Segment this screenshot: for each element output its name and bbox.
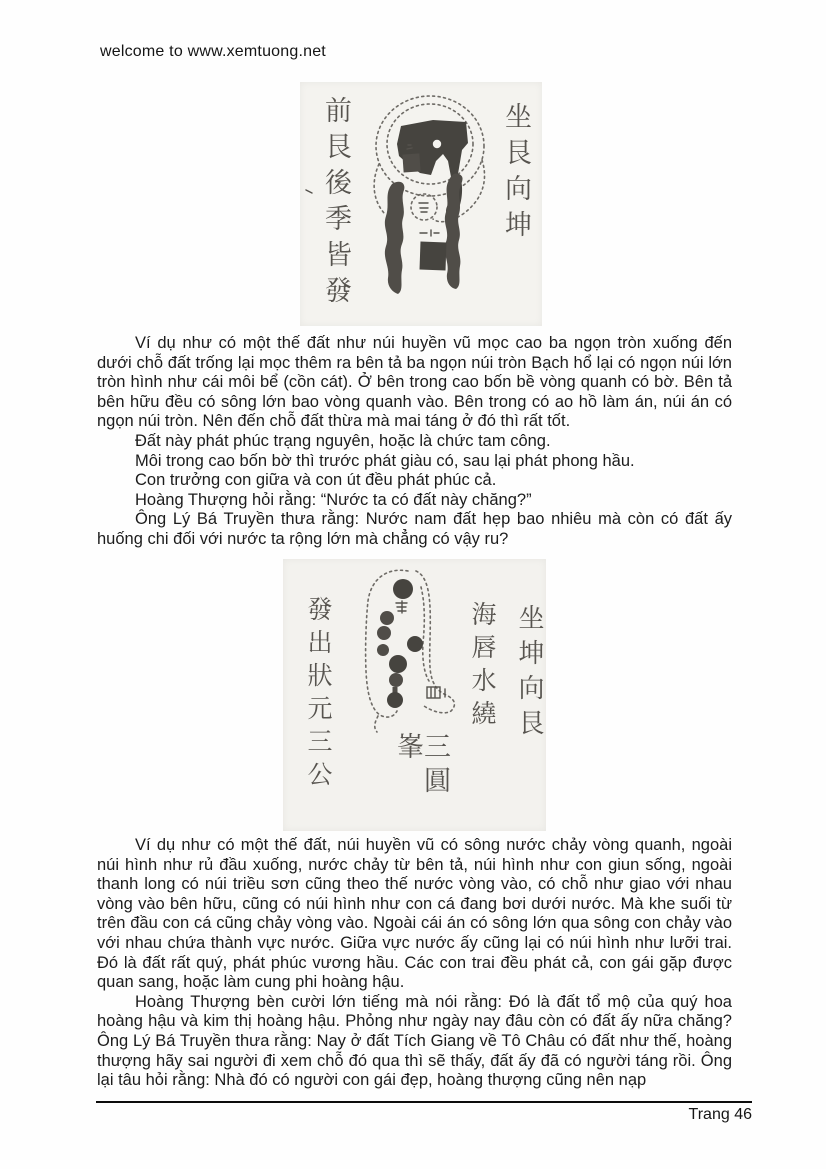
figure2-left-caption: 發出狀元三公 xyxy=(304,596,333,794)
body-paragraph: Hoàng Thượng hỏi rằng: “Nước ta có đất này chăng?” xyxy=(135,490,532,509)
figure2-bottom-caption: 三圓峯 xyxy=(392,732,450,800)
body-paragraph: Hoàng Thượng bèn cười lớn tiếng mà nói rằng: Đó là đất tổ mộ của quý hoa hoàng hậu và kim thị hoàng hậu. Phỏng như ngày nay đâu còn có đất ấy nữa chăng? Ông Lý Bá Truyền thưa rằng: Nay ở đất Tích Giang về Tô Châu có đất như thế, hoàng thượng hãy sai người đi xem chỗ đó qua thì sẽ thấy, đất ấy đã có người táng rồi. Ông lại tâu hỏi rằng: Nhà đó có người con gái đẹp, hoàng thượng cũng nên nạp xyxy=(97,992,732,1090)
header-text: welcome to www.xemtuong.net xyxy=(100,43,326,60)
figure2-right-caption: 坐坤向艮 xyxy=(514,604,544,744)
body-paragraph: Ông Lý Bá Truyền thưa rằng: Nước nam đất hẹp bao nhiêu mà còn có đất ấy huống chi đối với nước ta rộng lớn mà chẳng có vậy ru? xyxy=(97,510,732,548)
body-paragraph: Con trưởng con giữa và con út đều phát phúc cả. xyxy=(135,471,497,490)
body-paragraph: Ví dụ như có một thế đất, núi huyền vũ có sông nước chảy vòng quanh, ngoài núi hình như rủ đầu xuống, nước chảy từ bên tả, núi hình như con giun sống, ngoài thanh long có núi triều sơn cũng theo thế nước vòng vào, có chỗ như giao với nhau vòng vào bên hữu, cũng có núi hình như con cá đang bơi dưới nước. Mà khe suối từ trên đầu con cá cũng chảy vòng vào. Ngoài cái án có sông lớn qua sông con chảy vào với nhau chứa thành vực nước. Giữa vực nước ấy cũng lại có núi hình như lưỡi trai. Đó là đất rất quý, phát phúc vương hầu. Các con trai đều phát cả, con gái gặp được quan sang, hoặc làm cung phi hoàng hậu. xyxy=(97,836,732,992)
body-paragraph: Ví dụ như có một thế đất như núi huyền vũ mọc cao ba ngọn tròn xuống đến dưới chỗ đất trống lại mọc thêm ra bên tả ba ngọn núi tròn Bạch hổ lại có ngọn núi lớn tròn hình như cái môi bể (cồn cát). Ở bên trong cao bốn bề vòng quanh có bờ. Bên tả bên hữu đều có sông lớn bao vòng quanh vào. Bên trong có ao hồ làm án, núi án có ngọn núi tròn. Nên đến chỗ đất thừa mà mai táng ở đó thì rất tốt. xyxy=(97,334,732,431)
page-number: Trang 46 xyxy=(688,1106,752,1123)
footer-divider xyxy=(96,1101,752,1103)
body-text-top xyxy=(97,334,732,550)
figure1-right-caption: 坐艮向坤 xyxy=(500,102,531,246)
body-paragraph: Đất này phát phúc trạng nguyên, hoặc là chức tam công. xyxy=(135,431,551,450)
body-paragraph: Môi trong cao bốn bờ thì trước phát giàu có, sau lại phát phong hầu. xyxy=(135,451,635,470)
figure2-inner-right-caption: 海唇水繞 xyxy=(468,601,497,733)
figure-1 xyxy=(300,82,542,326)
figure-2 xyxy=(283,559,546,831)
body-text-bottom xyxy=(97,836,732,1091)
figure1-left-caption: 前艮後季皆發 xyxy=(320,96,351,312)
